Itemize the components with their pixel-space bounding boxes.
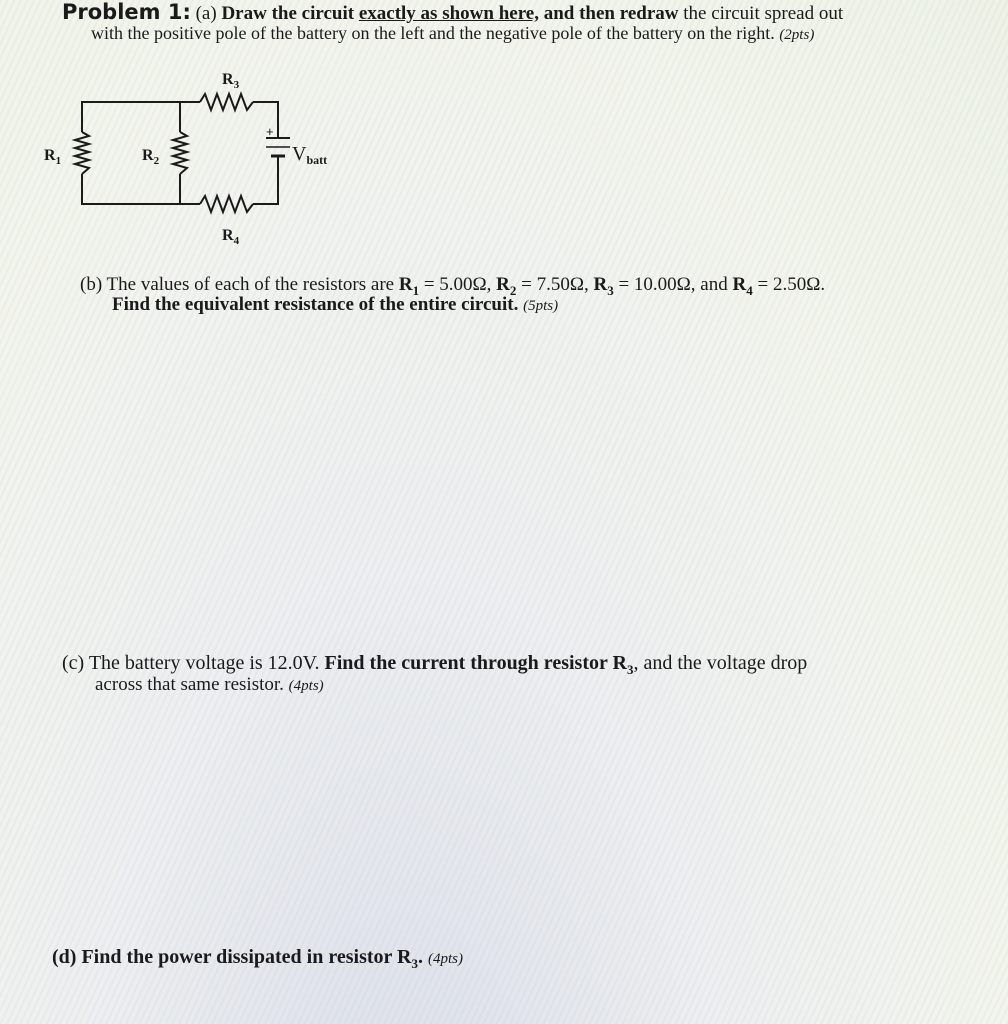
- part-b-question: Find the equivalent resistance of the entire circuit.: [112, 294, 519, 315]
- resistor-r2: [173, 132, 187, 174]
- r2-value: = 7.50Ω,: [521, 274, 589, 295]
- r3-label: $R_3$: [593, 274, 614, 298]
- part-d-question: (d) Find the power dissipated in resistor $R_3$.: [52, 946, 423, 971]
- part-a-letter: (a): [195, 3, 217, 24]
- label-r1: $R_1$: [44, 147, 62, 167]
- problem-heading-line2: [91, 23, 814, 44]
- r4-label: $R_4$: [732, 274, 753, 298]
- circuit-diagram: [40, 70, 360, 250]
- label-r3: $R_3$: [222, 71, 240, 91]
- problem-label: Problem 1:: [62, 0, 191, 24]
- label-r2: $R_2$: [142, 147, 160, 167]
- part-c-line2: [95, 674, 324, 696]
- part-d-line: [52, 946, 463, 972]
- label-plus: +: [266, 124, 274, 139]
- r1-label: $R_1$: [398, 274, 420, 298]
- wire-r4-right: [253, 156, 278, 204]
- part-a-text2: and then redraw: [543, 3, 679, 24]
- part-d-points: (4pts): [427, 951, 463, 967]
- label-r4: $R_4$: [222, 227, 240, 247]
- part-a-text1: Draw the circuit: [221, 3, 355, 24]
- r4-value: = 2.50Ω.: [757, 274, 826, 295]
- part-a-points: (2pts): [779, 27, 815, 43]
- resistor-r3: [200, 94, 253, 110]
- part-a-text3: the circuit spread out: [683, 3, 844, 24]
- wire-bottom-left: [82, 174, 200, 204]
- part-a-line2: with the positive pole of the battery on the left and the negative pole of the battery on the right.: [91, 23, 775, 43]
- part-c-line2-text: across that same resistor.: [95, 674, 284, 695]
- part-b-points: (5pts): [523, 298, 559, 314]
- r3-value: = 10.00Ω, and: [618, 274, 728, 295]
- part-c-tail: , and the voltage drop: [633, 652, 808, 674]
- part-b-prefix: (b) The values of each of the resistors are: [80, 274, 395, 295]
- r1-value: = 5.00Ω,: [423, 274, 492, 295]
- part-b-line2: [112, 294, 558, 316]
- resistor-r4: [200, 196, 253, 212]
- part-c-voltage: (c) The battery voltage is 12.0V.: [62, 652, 320, 674]
- part-a-emphasis: exactly as shown here,: [358, 3, 539, 24]
- problem-heading: [62, 0, 843, 25]
- part-c-points: (4pts): [288, 678, 324, 694]
- label-vbatt: $V_{batt}$: [292, 143, 328, 167]
- r2-label: $R_2$: [496, 274, 517, 298]
- wire-top-left: [82, 102, 200, 132]
- part-c-question: Find the current through resistor $R_3$: [324, 652, 634, 677]
- resistor-r1: [75, 132, 89, 174]
